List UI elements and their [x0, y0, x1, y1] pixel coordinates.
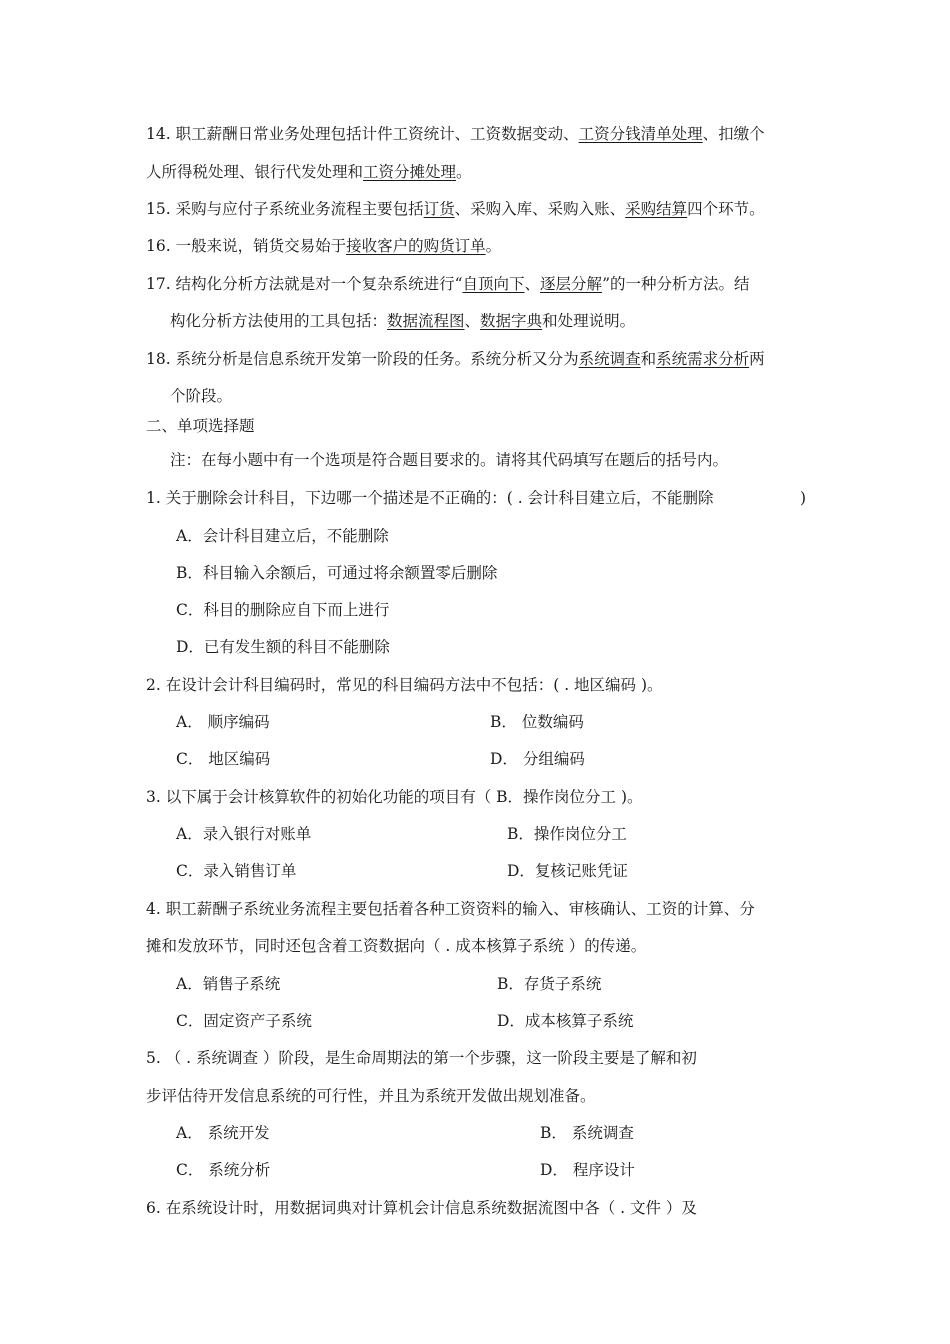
fill-item-14-line1: 14. 职工薪酬日常业务处理包括计件工资统计、工资数据变动、工资分钱清单处理、扣缴个	[146, 125, 765, 143]
question-2-option-d: D． 分组编码	[490, 750, 585, 768]
question-5-option-b: B． 系统调查	[540, 1124, 634, 1142]
answer-blank: 系统调查	[578, 350, 641, 368]
question-6-stem-line1: 6. 在系统设计时，用数据词典对计算机会计信息系统数据流图中各（ . 文件 ）及	[146, 1199, 697, 1217]
question-1-stem: 1. 关于删除会计科目，下边哪一个描述是不正确的：( . 会计科目建立后，不能删除	[146, 489, 714, 507]
answer-blank: 工资分摊处理	[363, 163, 457, 181]
question-5-option-c: C． 系统分析	[176, 1161, 271, 1179]
question-1-close-paren: )	[800, 489, 807, 507]
question-3-option-a: A．录入银行对账单	[176, 825, 312, 843]
question-1-option-d: D．已有发生额的科目不能删除	[176, 638, 390, 656]
question-3-option-d: D．复核记账凭证	[507, 862, 628, 880]
section-note: 注：在每小题中有一个选项是符合题目要求的。请将其代码填写在题后的括号内。	[170, 451, 729, 469]
question-4-option-d: D．成本核算子系统	[497, 1012, 634, 1030]
fill-item-15: 15. 采购与应付子系统业务流程主要包括订货、采购入库、采购入账、采购结算四个环节。	[146, 200, 765, 218]
question-2-option-b: B． 位数编码	[490, 713, 584, 731]
fill-item-18-line1: 18. 系统分析是信息系统开发第一阶段的任务。系统分析又分为系统调查和系统需求分析两	[146, 350, 765, 368]
answer-blank: 工资分钱清单处理	[578, 125, 703, 143]
answer-blank: 系统需求分析	[656, 350, 750, 368]
question-4-option-a: A．销售子系统	[176, 975, 281, 993]
question-3-stem: 3. 以下属于会计核算软件的初始化功能的项目有（ B．操作岗位分工 )。	[146, 788, 643, 806]
question-2-option-c: C． 地区编码	[176, 750, 271, 768]
fill-item-17-line1: 17. 结构化分析方法就是对一个复杂系统进行“自顶向下、逐层分解”的一种分析方法。结	[146, 275, 750, 293]
question-4-stem-line2: 摊和发放环节，同时还包含着工资数据向（ . 成本核算子系统 ）的传递。	[146, 937, 647, 955]
answer-blank: 订货	[423, 200, 455, 218]
fill-item-17-line2: 构化分析方法使用的工具包括：数据流程图、数据字典和处理说明。	[170, 312, 636, 330]
answer-blank: 自顶向下	[462, 275, 525, 293]
question-5-stem-line1: 5. （ . 系统调查 ）阶段，是生命周期法的第一个步骤，这一阶段主要是了解和初	[146, 1049, 697, 1067]
question-2-stem: 2. 在设计会计科目编码时，常见的科目编码方法中不包括：( . 地区编码 )。	[146, 676, 663, 694]
question-3-option-c: C．录入销售订单	[176, 862, 297, 880]
section-title: 二、单项选择题	[146, 417, 255, 435]
question-3-option-b: B．操作岗位分工	[507, 825, 627, 843]
answer-blank: 数据流程图	[387, 312, 465, 330]
question-4-option-b: B．存货子系统	[497, 975, 602, 993]
question-5-option-a: A． 系统开发	[176, 1124, 270, 1142]
question-1-option-c: C．科目的删除应自下而上进行	[176, 601, 390, 619]
question-1-option-a: A．会计科目建立后，不能删除	[176, 527, 389, 545]
answer-blank: 采购结算	[625, 200, 688, 218]
question-2-option-a: A． 顺序编码	[176, 713, 270, 731]
answer-blank: 接收客户的购货订单	[346, 237, 486, 255]
fill-item-18-line2: 个阶段。	[170, 387, 233, 405]
question-5-option-d: D． 程序设计	[540, 1161, 635, 1179]
answer-blank: 数据字典	[480, 312, 543, 330]
fill-item-14-line2: 人所得税处理、银行代发处理和工资分摊处理。	[146, 163, 472, 181]
answer-blank: 逐层分解	[540, 275, 603, 293]
fill-item-16: 16. 一般来说，销货交易始于接收客户的购货订单。	[146, 237, 502, 255]
question-1-option-b: B．科目输入余额后，可通过将余额置零后删除	[176, 564, 498, 582]
question-4-stem-line1: 4. 职工薪酬子系统业务流程主要包括着各种工资资料的输入、审核确认、工资的计算、分	[146, 900, 755, 918]
question-5-stem-line2: 步评估待开发信息系统的可行性，并且为系统开发做出规划准备。	[146, 1087, 596, 1105]
question-4-option-c: C．固定资产子系统	[176, 1012, 312, 1030]
